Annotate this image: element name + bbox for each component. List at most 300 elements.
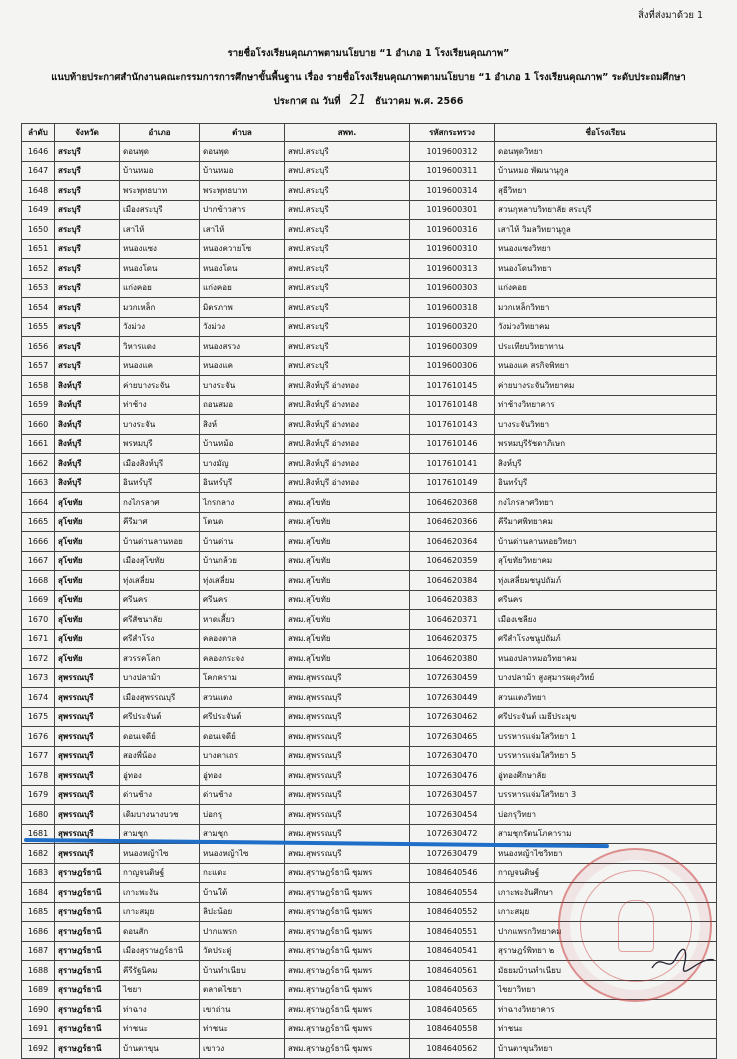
cell-ministry-code: 1019600311 [410,161,495,181]
table-row [22,610,717,630]
cell-no: 1687 [22,941,55,961]
cell-school-name: บ้านตาขุนวิทยา [495,1039,717,1059]
cell-district: ดอนสัก [120,922,200,942]
cell-ministry-code: 1084640551 [410,922,495,942]
cell-subdistrict: เขาวง [200,1039,285,1059]
cell-office: สพป.สระบุรี [285,220,410,240]
table-row [22,766,717,786]
table-row [22,649,717,669]
cell-subdistrict: ปากข้าวสาร [200,200,285,220]
cell-ministry-code: 1017610141 [410,454,495,474]
cell-district: ค่ายบางระจัน [120,376,200,396]
cell-ministry-code: 1017610146 [410,434,495,454]
cell-province: สุโขทัย [55,590,120,610]
cell-school-name: ทุ่งเสลี่ยมชนูปถัมภ์ [495,571,717,591]
cell-school-name: ค่ายบางระจันวิทยาคม [495,376,717,396]
cell-district: พระพุทธบาท [120,181,200,201]
table-row [22,532,717,552]
cell-school-name: บ้านด่านลานหอยวิทยา [495,532,717,552]
cell-school-name: ท่าชนะ [495,1019,717,1039]
cell-district: ท่าช้าง [120,395,200,415]
cell-office: สพป.สระบุรี [285,317,410,337]
table-row [22,395,717,415]
cell-school-name: เกาะพะงันศึกษา [495,883,717,903]
cell-subdistrict: บางมัญ [200,454,285,474]
cell-province: สุราษฎร์ธานี [55,941,120,961]
cell-subdistrict: หนองควายโซ [200,239,285,259]
table-row [22,434,717,454]
cell-subdistrict: ทุ่งเสลี่ยม [200,571,285,591]
cell-province: สุราษฎร์ธานี [55,902,120,922]
cell-province: สระบุรี [55,142,120,162]
cell-no: 1668 [22,571,55,591]
cell-subdistrict: หาดเสี้ยว [200,610,285,630]
cell-ministry-code: 1064620359 [410,551,495,571]
cell-office: สพม.สุโขทัย [285,512,410,532]
cell-province: สุราษฎร์ธานี [55,1019,120,1039]
cell-office: สพป.สระบุรี [285,181,410,201]
cell-school-name: บ้านหมอ พัฒนานุกูล [495,161,717,181]
cell-district: แก่งคอย [120,278,200,298]
cell-province: สระบุรี [55,259,120,279]
table-row [22,454,717,474]
cell-no: 1691 [22,1019,55,1039]
table-row [22,1039,717,1059]
cell-no: 1676 [22,727,55,747]
table-row [22,1000,717,1020]
cell-ministry-code: 1072630476 [410,766,495,786]
cell-subdistrict: บ้านหม้อ [200,434,285,454]
cell-province: สุราษฎร์ธานี [55,883,120,903]
cell-district: หนองแซง [120,239,200,259]
col-header-ministry-code: รหัสกระทรวง [410,124,495,142]
cell-school-name: สุธีวิทยา [495,181,717,201]
cell-office: สพม.สุราษฎร์ธานี ชุมพร [285,1039,410,1059]
cell-province: สุราษฎร์ธานี [55,1000,120,1020]
official-seal-stamp [558,848,712,1002]
announcement-date [0,93,737,109]
cell-no: 1649 [22,200,55,220]
cell-no: 1681 [22,824,55,844]
cell-subdistrict: ดอนพุด [200,142,285,162]
table-row [22,200,717,220]
cell-no: 1653 [22,278,55,298]
cell-district: ทุ่งเสลี่ยม [120,571,200,591]
cell-province: สุพรรณบุรี [55,824,120,844]
cell-school-name: มวกเหล็กวิทยา [495,298,717,318]
cell-ministry-code: 1019600310 [410,239,495,259]
cell-office: สพม.สุพรรณบุรี [285,707,410,727]
cell-province: สระบุรี [55,298,120,318]
cell-district: เมืองสิงห์บุรี [120,454,200,474]
cell-province: สิงห์บุรี [55,454,120,474]
cell-province: สิงห์บุรี [55,395,120,415]
col-header-school-name: ชื่อโรงเรียน [495,124,717,142]
cell-no: 1647 [22,161,55,181]
cell-province: สิงห์บุรี [55,376,120,396]
col-header-no: ลำดับ [22,124,55,142]
cell-no: 1662 [22,454,55,474]
cell-district: บ้านตาขุน [120,1039,200,1059]
cell-subdistrict: บ้านด่าน [200,532,285,552]
table-row [22,785,717,805]
cell-office: สพป.สิงห์บุรี อ่างทอง [285,415,410,435]
cell-ministry-code: 1017610145 [410,376,495,396]
cell-no: 1673 [22,668,55,688]
cell-no: 1684 [22,883,55,903]
cell-school-name: ศรีประจันต์ เมธีประมุข [495,707,717,727]
cell-district: กาญจนดิษฐ์ [120,863,200,883]
cell-subdistrict: ศรีประจันต์ [200,707,285,727]
cell-no: 1663 [22,473,55,493]
table-row [22,337,717,357]
cell-subdistrict: คลองตาล [200,629,285,649]
cell-province: สุราษฎร์ธานี [55,922,120,942]
cell-no: 1661 [22,434,55,454]
cell-subdistrict: หนองโดน [200,259,285,279]
table-row [22,805,717,825]
table-row [22,278,717,298]
cell-district: เกาะพะงัน [120,883,200,903]
cell-school-name: เสาไห้ วิมลวิทยานุกูล [495,220,717,240]
cell-office: สพป.สิงห์บุรี อ่างทอง [285,473,410,493]
cell-ministry-code: 1072630454 [410,805,495,825]
cell-school-name: หนองโดนวิทยา [495,259,717,279]
cell-province: สุพรรณบุรี [55,707,120,727]
cell-school-name: บรรหารแจ่มใสวิทยา 5 [495,746,717,766]
cell-school-name: สุราษฎร์พิทยา ๒ [495,941,717,961]
cell-office: สพป.สิงห์บุรี อ่างทอง [285,434,410,454]
cell-ministry-code: 1072630472 [410,824,495,844]
table-header-row [22,124,717,142]
cell-office: สพม.สุราษฎร์ธานี ชุมพร [285,863,410,883]
cell-ministry-code: 1084640558 [410,1019,495,1039]
cell-district: สองพี่น้อง [120,746,200,766]
cell-subdistrict: ปากแพรก [200,922,285,942]
cell-ministry-code: 1019600320 [410,317,495,337]
cell-subdistrict: บ้านกล้วย [200,551,285,571]
cell-office: สพม.สุโขทัย [285,629,410,649]
cell-office: สพม.สุพรรณบุรี [285,824,410,844]
cell-district: มวกเหล็ก [120,298,200,318]
table-row [22,473,717,493]
cell-school-name: สวนแตงวิทยา [495,688,717,708]
cell-subdistrict: ศรีนคร [200,590,285,610]
cell-ministry-code: 1017610143 [410,415,495,435]
document-subtitle: แนบท้ายประกาศสำนักงานคณะกรรมการการศึกษาขั้นพื้นฐาน เรื่อง รายชื่อโรงเรียนคุณภาพตามนโยบาย “1 อำเภอ 1 โรงเรียนคุณภาพ” ระดับประถมศึกษา [51,72,686,83]
cell-province: สระบุรี [55,161,120,181]
cell-school-name: บรรหารแจ่มใสวิทยา 1 [495,727,717,747]
cell-school-name: ปากแพรกวิทยาคม [495,922,717,942]
col-header-subdistrict: ตำบล [200,124,285,142]
cell-ministry-code: 1019600306 [410,356,495,376]
col-header-district: อำเภอ [120,124,200,142]
cell-ministry-code: 1084640561 [410,961,495,981]
cell-office: สพม.สุโขทัย [285,493,410,513]
table-row [22,668,717,688]
cell-ministry-code: 1084640546 [410,863,495,883]
cell-office: สพป.สิงห์บุรี อ่างทอง [285,395,410,415]
cell-ministry-code: 1084640563 [410,980,495,1000]
cell-school-name: บางปลาม้า สูงสุมารผดุงวิทย์ [495,668,717,688]
cell-no: 1680 [22,805,55,825]
cell-province: สุพรรณบุรี [55,688,120,708]
cell-province: สระบุรี [55,239,120,259]
table-row [22,629,717,649]
cell-no: 1672 [22,649,55,669]
cell-ministry-code: 1064620366 [410,512,495,532]
cell-school-name: กงไกรลาศวิทยา [495,493,717,513]
cell-office: สพป.สระบุรี [285,278,410,298]
cell-subdistrict: สามชุก [200,824,285,844]
cell-district: เกาะสมุย [120,902,200,922]
cell-office: สพป.สระบุรี [285,337,410,357]
cell-no: 1690 [22,1000,55,1020]
table-row [22,317,717,337]
table-row [22,181,717,201]
cell-ministry-code: 1019600318 [410,298,495,318]
cell-school-name: หนองแซงวิทยา [495,239,717,259]
cell-office: สพม.สุพรรณบุรี [285,688,410,708]
cell-province: สระบุรี [55,200,120,220]
cell-no: 1666 [22,532,55,552]
cell-district: พรหมบุรี [120,434,200,454]
cell-subdistrict: หนองสรวง [200,337,285,357]
cell-office: สพม.สุราษฎร์ธานี ชุมพร [285,902,410,922]
cell-ministry-code: 1017610149 [410,473,495,493]
cell-subdistrict: เขาถ่าน [200,1000,285,1020]
cell-ministry-code: 1017610148 [410,395,495,415]
cell-ministry-code: 1084640565 [410,1000,495,1020]
cell-school-name: คีรีมาศพิทยาคม [495,512,717,532]
cell-ministry-code: 1019600312 [410,142,495,162]
cell-district: บ้านด่านลานหอย [120,532,200,552]
cell-school-name: ประเทียบวิทยาทาน [495,337,717,357]
cell-ministry-code: 1019600316 [410,220,495,240]
cell-office: สพม.สุราษฎร์ธานี ชุมพร [285,922,410,942]
cell-ministry-code: 1064620380 [410,649,495,669]
cell-ministry-code: 1019600301 [410,200,495,220]
table-row [22,688,717,708]
cell-no: 1656 [22,337,55,357]
cell-district: วังม่วง [120,317,200,337]
cell-ministry-code: 1072630465 [410,727,495,747]
cell-province: สุโขทัย [55,512,120,532]
cell-no: 1678 [22,766,55,786]
cell-subdistrict: ไกรกลาง [200,493,285,513]
cell-province: สระบุรี [55,278,120,298]
cell-ministry-code: 1064620375 [410,629,495,649]
table-row [22,239,717,259]
cell-province: สุโขทัย [55,493,120,513]
cell-district: อินทร์บุรี [120,473,200,493]
cell-province: สระบุรี [55,220,120,240]
cell-no: 1664 [22,493,55,513]
cell-school-name: บรรหารแจ่มใสวิทยา 3 [495,785,717,805]
cell-district: ท่าฉาง [120,1000,200,1020]
cell-office: สพป.สระบุรี [285,161,410,181]
cell-no: 1671 [22,629,55,649]
cell-district: เมืองสุราษฎร์ธานี [120,941,200,961]
cell-district: หนองโดน [120,259,200,279]
col-header-office: สพท. [285,124,410,142]
table-row [22,415,717,435]
cell-no: 1679 [22,785,55,805]
table-row [22,746,717,766]
cell-province: สระบุรี [55,181,120,201]
cell-district: เมืองสุโขทัย [120,551,200,571]
cell-subdistrict: สวนแตง [200,688,285,708]
cell-province: สระบุรี [55,317,120,337]
cell-no: 1660 [22,415,55,435]
cell-subdistrict: มิตรภาพ [200,298,285,318]
cell-office: สพป.สิงห์บุรี อ่างทอง [285,376,410,396]
cell-province: สุราษฎร์ธานี [55,1039,120,1059]
cell-subdistrict: บ้านทำเนียบ [200,961,285,981]
cell-district: ด่านช้าง [120,785,200,805]
cell-province: สระบุรี [55,337,120,357]
date-prefix: ประกาศ ณ วันที่ [273,96,341,107]
date-suffix: ธันวาคม พ.ศ. 2566 [375,96,464,107]
cell-subdistrict: ท่าชนะ [200,1019,285,1039]
cell-office: สพป.สระบุรี [285,259,410,279]
cell-office: สพม.สุโขทัย [285,649,410,669]
cell-ministry-code: 1072630462 [410,707,495,727]
cell-ministry-code: 1084640562 [410,1039,495,1059]
cell-office: สพม.สุราษฎร์ธานี ชุมพร [285,961,410,981]
cell-province: สระบุรี [55,356,120,376]
cell-subdistrict: วังม่วง [200,317,285,337]
cell-ministry-code: 1072630470 [410,746,495,766]
cell-subdistrict: เสาไห้ [200,220,285,240]
cell-no: 1677 [22,746,55,766]
cell-province: สุพรรณบุรี [55,727,120,747]
cell-school-name: หนองปลาหมอวิทยาคม [495,649,717,669]
cell-district: หนองแค [120,356,200,376]
cell-no: 1655 [22,317,55,337]
cell-office: สพป.สระบุรี [285,142,410,162]
cell-no: 1646 [22,142,55,162]
cell-province: สิงห์บุรี [55,434,120,454]
cell-district: ดอนเจดีย์ [120,727,200,747]
cell-province: สุพรรณบุรี [55,746,120,766]
cell-province: สิงห์บุรี [55,473,120,493]
cell-subdistrict: บางตาเถร [200,746,285,766]
table-row [22,512,717,532]
cell-subdistrict: พระพุทธบาท [200,181,285,201]
date-day-handwritten: 21 [349,93,367,108]
cell-office: สพป.สิงห์บุรี อ่างทอง [285,454,410,474]
table-row [22,356,717,376]
table-row [22,1019,717,1039]
cell-no: 1683 [22,863,55,883]
cell-ministry-code: 1019600313 [410,259,495,279]
cell-district: หนองหญ้าไซ [120,844,200,864]
cell-no: 1685 [22,902,55,922]
cell-no: 1674 [22,688,55,708]
cell-ministry-code: 1019600314 [410,181,495,201]
cell-province: สุราษฎร์ธานี [55,980,120,1000]
cell-district: คีรีรัฐนิคม [120,961,200,981]
table-row [22,590,717,610]
attachment-label: สิ่งที่ส่งมาด้วย 1 [638,10,703,21]
cell-school-name: สวนกุหลาบวิทยาลัย สระบุรี [495,200,717,220]
cell-ministry-code: 1019600309 [410,337,495,357]
cell-ministry-code: 1064620384 [410,571,495,591]
cell-school-name: ท่าช้างวิทยาคาร [495,395,717,415]
cell-subdistrict: โคกคราม [200,668,285,688]
cell-no: 1658 [22,376,55,396]
cell-district: คีรีมาศ [120,512,200,532]
cell-ministry-code: 1064620368 [410,493,495,513]
cell-district: บางระจัน [120,415,200,435]
table-row [22,551,717,571]
cell-no: 1675 [22,707,55,727]
cell-province: สิงห์บุรี [55,415,120,435]
cell-school-name: ท่าฉางวิทยาคาร [495,1000,717,1020]
cell-subdistrict: อู่ทอง [200,766,285,786]
cell-school-name: เกาะสมุย [495,902,717,922]
cell-province: สุพรรณบุรี [55,844,120,864]
cell-ministry-code: 1084640541 [410,941,495,961]
cell-subdistrict: ถอนสมอ [200,395,285,415]
cell-province: สุโขทัย [55,532,120,552]
cell-office: สพม.สุราษฎร์ธานี ชุมพร [285,1019,410,1039]
cell-ministry-code: 1072630457 [410,785,495,805]
table-row [22,571,717,591]
cell-district: ศรีสำโรง [120,629,200,649]
cell-subdistrict: ด่านช้าง [200,785,285,805]
cell-subdistrict: กะแดะ [200,863,285,883]
col-header-province: จังหวัด [55,124,120,142]
cell-district: ไชยา [120,980,200,1000]
cell-subdistrict: โตนด [200,512,285,532]
cell-ministry-code: 1064620383 [410,590,495,610]
cell-subdistrict: บ่อกรุ [200,805,285,825]
cell-school-name: หนองหญ้าไซวิทยา [495,844,717,864]
cell-subdistrict: หนองหญ้าไซ [200,844,285,864]
cell-no: 1652 [22,259,55,279]
cell-ministry-code: 1064620364 [410,532,495,552]
cell-subdistrict: สิงห์ [200,415,285,435]
cell-office: สพม.สุโขทัย [285,551,410,571]
cell-district: ศรีสัชนาลัย [120,610,200,630]
cell-province: สุพรรณบุรี [55,668,120,688]
cell-subdistrict: ดอนเจดีย์ [200,727,285,747]
cell-province: สุราษฎร์ธานี [55,863,120,883]
cell-district: ศรีประจันต์ [120,707,200,727]
cell-office: สพม.สุราษฎร์ธานี ชุมพร [285,980,410,1000]
cell-office: สพม.สุพรรณบุรี [285,805,410,825]
cell-no: 1688 [22,961,55,981]
cell-province: สุราษฎร์ธานี [55,961,120,981]
cell-province: สุโขทัย [55,551,120,571]
cell-office: สพป.สระบุรี [285,239,410,259]
table-row [22,493,717,513]
cell-office: สพม.สุพรรณบุรี [285,844,410,864]
cell-school-name: สุโขทัยวิทยาคม [495,551,717,571]
cell-ministry-code: 1064620371 [410,610,495,630]
cell-subdistrict: แก่งคอย [200,278,285,298]
cell-school-name: มัธยมบ้านทำเนียบ [495,961,717,981]
cell-district: ท่าชนะ [120,1019,200,1039]
cell-ministry-code: 1084640554 [410,883,495,903]
cell-ministry-code: 1072630449 [410,688,495,708]
cell-school-name: พรหมบุรีรัชดาภิเษก [495,434,717,454]
table-row [22,727,717,747]
cell-subdistrict: คลองกระจง [200,649,285,669]
cell-district: บางปลาม้า [120,668,200,688]
